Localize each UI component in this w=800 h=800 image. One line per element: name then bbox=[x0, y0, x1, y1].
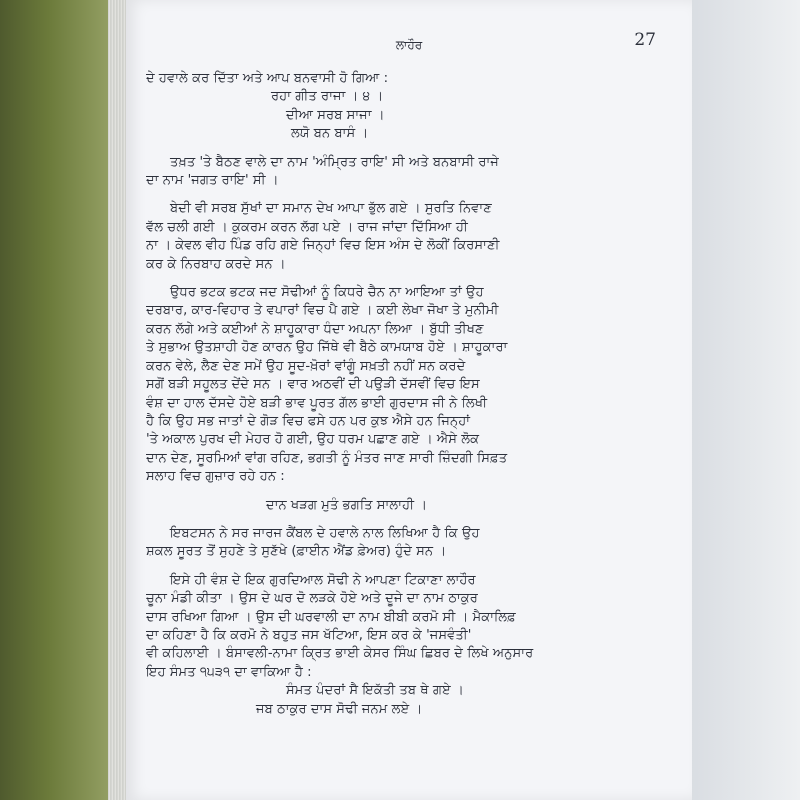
verse-line: ਦਾਨ ਖੜਗ ਮੁਤੰ ਭਗਤਿ ਸਾਲਾਹੀ । bbox=[266, 497, 428, 513]
running-header: ਲਾਹੌਰ bbox=[395, 38, 423, 52]
verse-line: ਰਹਾ ਗੀਤ ਰਾਜਾ । ੪ । bbox=[271, 89, 384, 105]
text-line: 'ਤੇ ਅਕਾਲ ਪੁਰਖ ਦੀ ਮੇਹਰ ਹੋ ਗਈ, ਉਹ ਧਰਮ ਪਛਾਣ ਗਏ । ਐਸੇ ਲੋਕ bbox=[146, 432, 480, 448]
verse-line: ਲਯੋ ਬਨ ਬਾਸੰ । bbox=[291, 126, 369, 142]
text-line: ਵੰਸ਼ ਦਾ ਹਾਲ ਦੱਸਦੇ ਹੋਏ ਬੜੀ ਭਾਵ ਪੂਰਤ ਗੱਲ ਭਾਈ ਗੁਰਦਾਸ ਜੀ ਨੇ ਲਿਖੀ bbox=[146, 395, 488, 411]
text-line: ਤਖ਼ਤ 'ਤੇ ਬੈਠਣ ਵਾਲੇ ਦਾ ਨਾਮ 'ਅੰਮ੍ਰਿਤ ਰਾਇ' ਸੀ ਅਤੇ ਬਨਬਾਸੀ ਰਾਜੇ bbox=[170, 154, 499, 170]
text-line: ਦਾ ਨਾਮ 'ਜਗਤ ਰਾਇ' ਸੀ । bbox=[146, 173, 279, 189]
verse-line: ਸੰਮਤ ਪੰਦਰਾਂ ਸੈ ਇਕੱਤੀ ਤਬ ਥੇ ਗਏ । bbox=[286, 683, 464, 699]
text-line: ਬੇਦੀ ਵੀ ਸਰਬ ਸੁੱਖਾਂ ਦਾ ਸਮਾਨ ਦੇਖ ਆਪਾ ਭੁੱਲ ਗਏ । ਸੁਰਤਿ ਨਿਵਾਣ bbox=[170, 201, 492, 217]
text-line: ਹੈ ਕਿ ਉਹ ਸਭ ਜਾਤਾਂ ਦੇ ਗੋੜ ਵਿਚ ਫਸੇ ਹਨ ਪਰ ਕੁਝ ਐਸੇ ਹਨ ਜਿਨ੍ਹਾਂ bbox=[146, 413, 471, 429]
page-number: 27 bbox=[634, 30, 656, 50]
background-right bbox=[690, 0, 800, 800]
text-line: ਕਰਨ ਵੇਲੇ, ਲੈਣ ਦੇਣ ਸਮੇਂ ਉਹ ਸੂਦ-ਖ਼ੋਰਾਂ ਵਾਂਗੂੰ ਸਖ਼ਤੀ ਨਹੀਂ ਸਨ ਕਰਦੇ bbox=[146, 358, 466, 374]
verse-line: ਦੀਆ ਸਰਬ ਸਾਜਾ । bbox=[286, 107, 385, 123]
text-line: ਨਾ । ਕੇਵਲ ਵੀਹ ਪਿੰਡ ਰਹਿ ਗਏ ਜਿਨ੍ਹਾਂ ਵਿਚ ਇਸ ਅੰਸ ਦੇ ਲੋਕੀਂ ਕਿਰਸਾਣੀ bbox=[146, 238, 500, 254]
text-line: ਇਸੇ ਹੀ ਵੰਸ਼ ਦੇ ਇਕ ਗੁਰਦਿਆਲ ਸੋਢੀ ਨੇ ਆਪਣਾ ਟਿਕਾਣਾ ਲਾਹੌਰ bbox=[170, 572, 476, 588]
text-line: ਵੀ ਕਹਿਲਾਈ । ਬੰਸਾਵਲੀ-ਨਾਮਾ ਕ੍ਰਿਤ ਭਾਈ ਕੇਸਰ ਸਿੰਘ ਛਿਬਰ ਦੇ ਲਿਖੇ ਅਨੁਸਾਰ bbox=[146, 646, 534, 662]
text-line: ਦੇ ਹਵਾਲੇ ਕਰ ਦਿੱਤਾ ਅਤੇ ਆਪ ਬਨਵਾਸੀ ਹੋ ਗਿਆ : bbox=[146, 71, 389, 86]
background-left bbox=[0, 0, 120, 800]
text-line: ਦਰਬਾਰ, ਕਾਰ-ਵਿਹਾਰ ਤੇ ਵਪਾਰਾਂ ਵਿਚ ਪੈ ਗਏ । ਕਈ ਲੇਖਾ ਜੋਖਾ ਤੇ ਮੁਨੀਮੀ bbox=[146, 303, 499, 319]
text-line: ਚੂਨਾ ਮੰਡੀ ਕੀਤਾ । ਉਸ ਦੇ ਘਰ ਦੋ ਲੜਕੇ ਹੋਏ ਅਤੇ ਦੂਜੇ ਦਾ ਨਾਮ ਠਾਕੁਰ bbox=[146, 591, 478, 607]
text-line: ਤੇ ਸੁਭਾਅ ਉਤਸ਼ਾਹੀ ਹੋਣ ਕਾਰਨ ਉਹ ਜਿੱਥੇ ਵੀ ਬੈਠੇ ਕਾਮਯਾਬ ਹੋਏ । ਸ਼ਾਹੂਕਾਰਾ bbox=[146, 340, 508, 356]
text-line: ਇਬਟਸਨ ਨੇ ਸਰ ਜਾਰਜ ਕੈਂਬਲ ਦੇ ਹਵਾਲੇ ਨਾਲ ਲਿਖਿਆ ਹੈ ਕਿ ਉਹ bbox=[170, 525, 480, 541]
text-line: ਸਲਾਹ ਵਿਚ ਗੁਜ਼ਾਰ ਰਹੇ ਹਨ : bbox=[146, 469, 285, 485]
text-line: ਦਾਨ ਦੇਣ, ਸੂਰਮਿਆਂ ਵਾਂਗ ਰਹਿਣ, ਭਗਤੀ ਨੂੰ ਮੰਤਰ ਜਾਣ ਸਾਰੀ ਜ਼ਿੰਦਗੀ ਸਿਫ਼ਤ bbox=[146, 450, 508, 466]
text-line: ਕਰ ਕੇ ਨਿਰਬਾਹ ਕਰਦੇ ਸਨ । bbox=[146, 256, 286, 272]
text-line: ਸ਼ਕਲ ਸੂਰਤ ਤੋਂ ਸੁਹਣੇ ਤੇ ਸੁਣੱਖੇ (ਫ਼ਾਈਨ ਐਂਡ ਫ਼ੇਅਰ) ਹੁੰਦੇ ਸਨ । bbox=[146, 544, 447, 560]
text-line: ਕਰਨ ਲੱਗੇ ਅਤੇ ਕਈਆਂ ਨੇ ਸ਼ਾਹੂਕਾਰਾ ਧੰਦਾ ਅਪਨਾ ਲਿਆ । ਬੁੱਧੀ ਤੀਖਣ bbox=[146, 321, 484, 337]
text-line: ਵੱਲ ਚਲੀ ਗਈ । ਕੁਕਰਮ ਕਰਨ ਲੱਗ ਪਏ । ਰਾਜ ਜਾਂਦਾ ਦਿੱਸਿਆ ਹੀ bbox=[146, 219, 468, 235]
text-line: ਦਾਸ ਰਖਿਆ ਗਿਆ । ਉਸ ਦੀ ਘਰਵਾਲੀ ਦਾ ਨਾਮ ਬੀਬੀ ਕਰਮੋ ਸੀ । ਮੈਕਾਲਿਫ਼ bbox=[146, 609, 516, 625]
text-line: ਇਹ ਸੰਮਤ ੧੫੩੧ ਦਾ ਵਾਕਿਆ ਹੈ : bbox=[146, 664, 312, 680]
book-page bbox=[126, 0, 692, 800]
verse-line: ਜਬ ਠਾਕੁਰ ਦਾਸ ਸੋਢੀ ਜਨਮ ਲਏ । bbox=[256, 701, 423, 717]
text-line: ਉਧਰ ਭਟਕ ਭਟਕ ਜਦ ਸੋਢੀਆਂ ਨੂੰ ਕਿਧਰੇ ਚੈਨ ਨਾ ਆਇਆ ਤਾਂ ਉਹ bbox=[170, 285, 484, 301]
text-line: ਦਾ ਕਹਿਣਾ ਹੈ ਕਿ ਕਰਮੋ ਨੇ ਬਹੁਤ ਜਸ ਖੱਟਿਆ, ਇਸ ਕਰ ਕੇ 'ਜਸਵੰਤੀ' bbox=[146, 627, 472, 643]
page-body bbox=[146, 70, 658, 719]
text-line: ਸਗੋਂ ਬੜੀ ਸਹੂਲਤ ਦੇਂਦੇ ਸਨ । ਵਾਰ ਅਠਵੀਂ ਦੀ ਪਉੜੀ ਦੱਸਵੀਂ ਵਿਚ ਇਸ bbox=[146, 377, 480, 393]
